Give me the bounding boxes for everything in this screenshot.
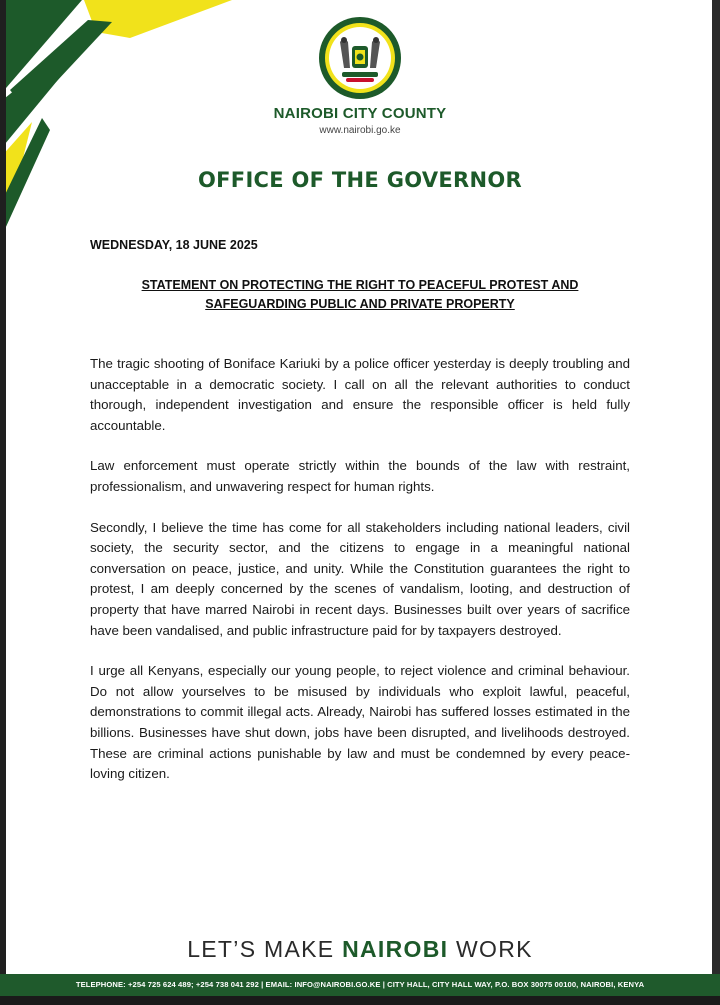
yellow-stripe-top xyxy=(84,0,232,38)
office-title: OFFICE OF THE GOVERNOR xyxy=(198,168,522,192)
contact-footer: TELEPHONE: +254 725 624 489; +254 738 041 292 | EMAIL: INFO@NAIROBI.GO.KE | CITY HALL, CITY HALL WAY, P.O. BOX 30075 00100, NAIROBI, KENYA xyxy=(0,974,720,996)
county-crest-icon xyxy=(318,16,402,100)
statement-body xyxy=(90,354,630,805)
county-name: NAIROBI CITY COUNTY xyxy=(273,105,447,122)
body-paragraph-3: Secondly, I believe the time has come for all stakeholders including national leaders, civil society, the security sector, and the citizens to engage in a meaningful national conversation on peace, justice, and unity. While the Constitution guarantees the right to protest, I am deeply concerned by the scenes of vandalism, looting, and destruction of property that have marred Nairobi in recent days. Businesses built over years of sacrifice have been vandalised, and public infrastructure paid for by taxpayers destroyed. xyxy=(90,519,630,638)
body-paragraph-4: I urge all Kenyans, especially our young people, to reject violence and criminal behaviour. Do not allow yourselves to be misused by individuals who exploit lawful, peaceful, demonstrations to commit illegal acts. Already, Nairobi has suffered losses estimated in the billions. Businesses have shut down, jobs have been disrupted, and livelihoods destroyed. These are criminal actions punishable by law and must be condemned by every peace-loving citizen. xyxy=(90,663,630,782)
body-paragraph-2: Law enforcement must operate strictly within the bounds of the law with restraint, professionalism, and unwavering respect for human rights. xyxy=(90,458,630,494)
right-edge-bar xyxy=(712,0,720,1005)
slogan xyxy=(0,936,720,963)
statement-headline xyxy=(90,276,630,314)
body-paragraph-1: The tragic shooting of Boniface Kariuki by a police officer yesterday is deeply troubling and unacceptable in a democratic society. I call on all the relevant authorities to conduct thorough, independent investigation and ensure the responsible officer is held fully accountable. xyxy=(90,356,630,433)
left-edge-bar xyxy=(0,0,6,1005)
slogan-part-3: WORK xyxy=(448,936,533,962)
slogan-part-2: NAIROBI xyxy=(342,936,449,962)
statement-date: WEDNESDAY, 18 JUNE 2025 xyxy=(90,238,258,252)
website-link[interactable]: www.nairobi.go.ke xyxy=(319,125,401,136)
slogan-part-1: LET’S MAKE xyxy=(187,936,343,962)
headline-line-2: SAFEGUARDING PUBLIC AND PRIVATE PROPERTY xyxy=(205,297,515,311)
headline-line-1: STATEMENT ON PROTECTING THE RIGHT TO PEACEFUL PROTEST AND xyxy=(141,278,579,292)
footer-bottom-bar xyxy=(0,996,720,1005)
